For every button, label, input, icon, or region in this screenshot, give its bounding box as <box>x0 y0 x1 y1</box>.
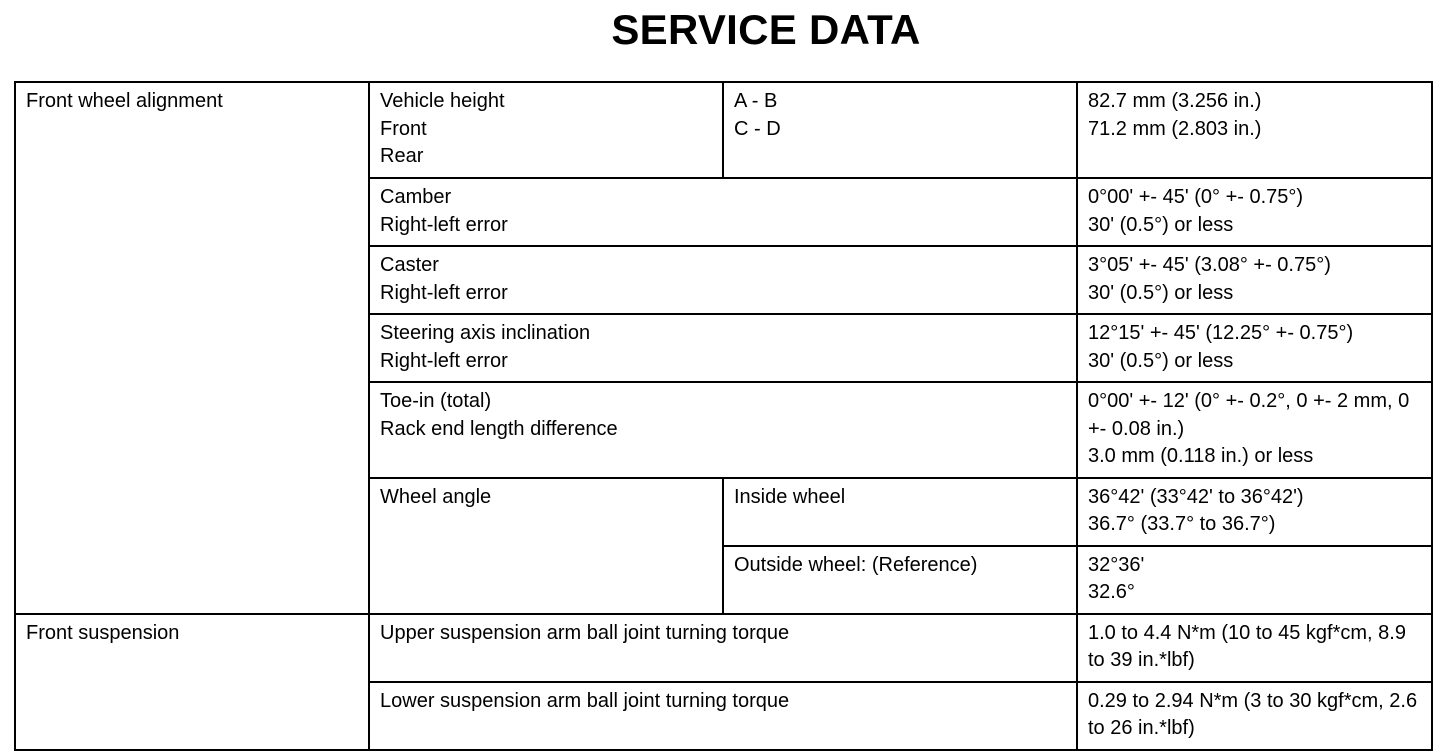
inside-wheel-value: 36°42' (33°42' to 36°42') 36.7° (33.7° to 36.7°) <box>1077 478 1432 546</box>
outside-wheel-value: 32°36' 32.6° <box>1077 546 1432 614</box>
caster-value: 3°05' +- 45' (3.08° +- 0.75°) 30' (0.5°) or less <box>1077 246 1432 314</box>
camber-item: Camber Right-left error <box>369 178 1077 246</box>
lower-arm-item: Lower suspension arm ball joint turning torque <box>369 682 1077 750</box>
table-row <box>15 82 1432 178</box>
toe-in-value: 0°00' +- 12' (0° +- 0.2°, 0 +- 2 mm, 0 +- 0.08 in.) 3.0 mm (0.118 in.) or less <box>1077 382 1432 478</box>
caster-item: Caster Right-left error <box>369 246 1077 314</box>
vehicle-height-value: 82.7 mm (3.256 in.) 71.2 mm (2.803 in.) <box>1077 82 1432 178</box>
lower-arm-value: 0.29 to 2.94 N*m (3 to 30 kgf*cm, 2.6 to 26 in.*lbf) <box>1077 682 1432 750</box>
vehicle-height-item: Vehicle height Front Rear <box>369 82 723 178</box>
steering-axis-value: 12°15' +- 45' (12.25° +- 0.75°) 30' (0.5°) or less <box>1077 314 1432 382</box>
toe-in-item: Toe-in (total) Rack end length difference <box>369 382 1077 478</box>
section-label-front-suspension: Front suspension <box>15 614 369 750</box>
outside-wheel-label: Outside wheel: (Reference) <box>723 546 1077 614</box>
vehicle-height-points: A - B C - D <box>723 82 1077 178</box>
section-label-front-wheel-alignment: Front wheel alignment <box>15 82 369 614</box>
inside-wheel-label: Inside wheel <box>723 478 1077 546</box>
wheel-angle-item: Wheel angle <box>369 478 723 614</box>
page-title: SERVICE DATA <box>611 6 921 53</box>
camber-value: 0°00' +- 45' (0° +- 0.75°) 30' (0.5°) or less <box>1077 178 1432 246</box>
table-row <box>15 614 1432 682</box>
upper-arm-item: Upper suspension arm ball joint turning torque <box>369 614 1077 682</box>
service-data-table <box>14 81 1433 751</box>
steering-axis-item: Steering axis inclination Right-left error <box>369 314 1077 382</box>
upper-arm-value: 1.0 to 4.4 N*m (10 to 45 kgf*cm, 8.9 to 39 in.*lbf) <box>1077 614 1432 682</box>
